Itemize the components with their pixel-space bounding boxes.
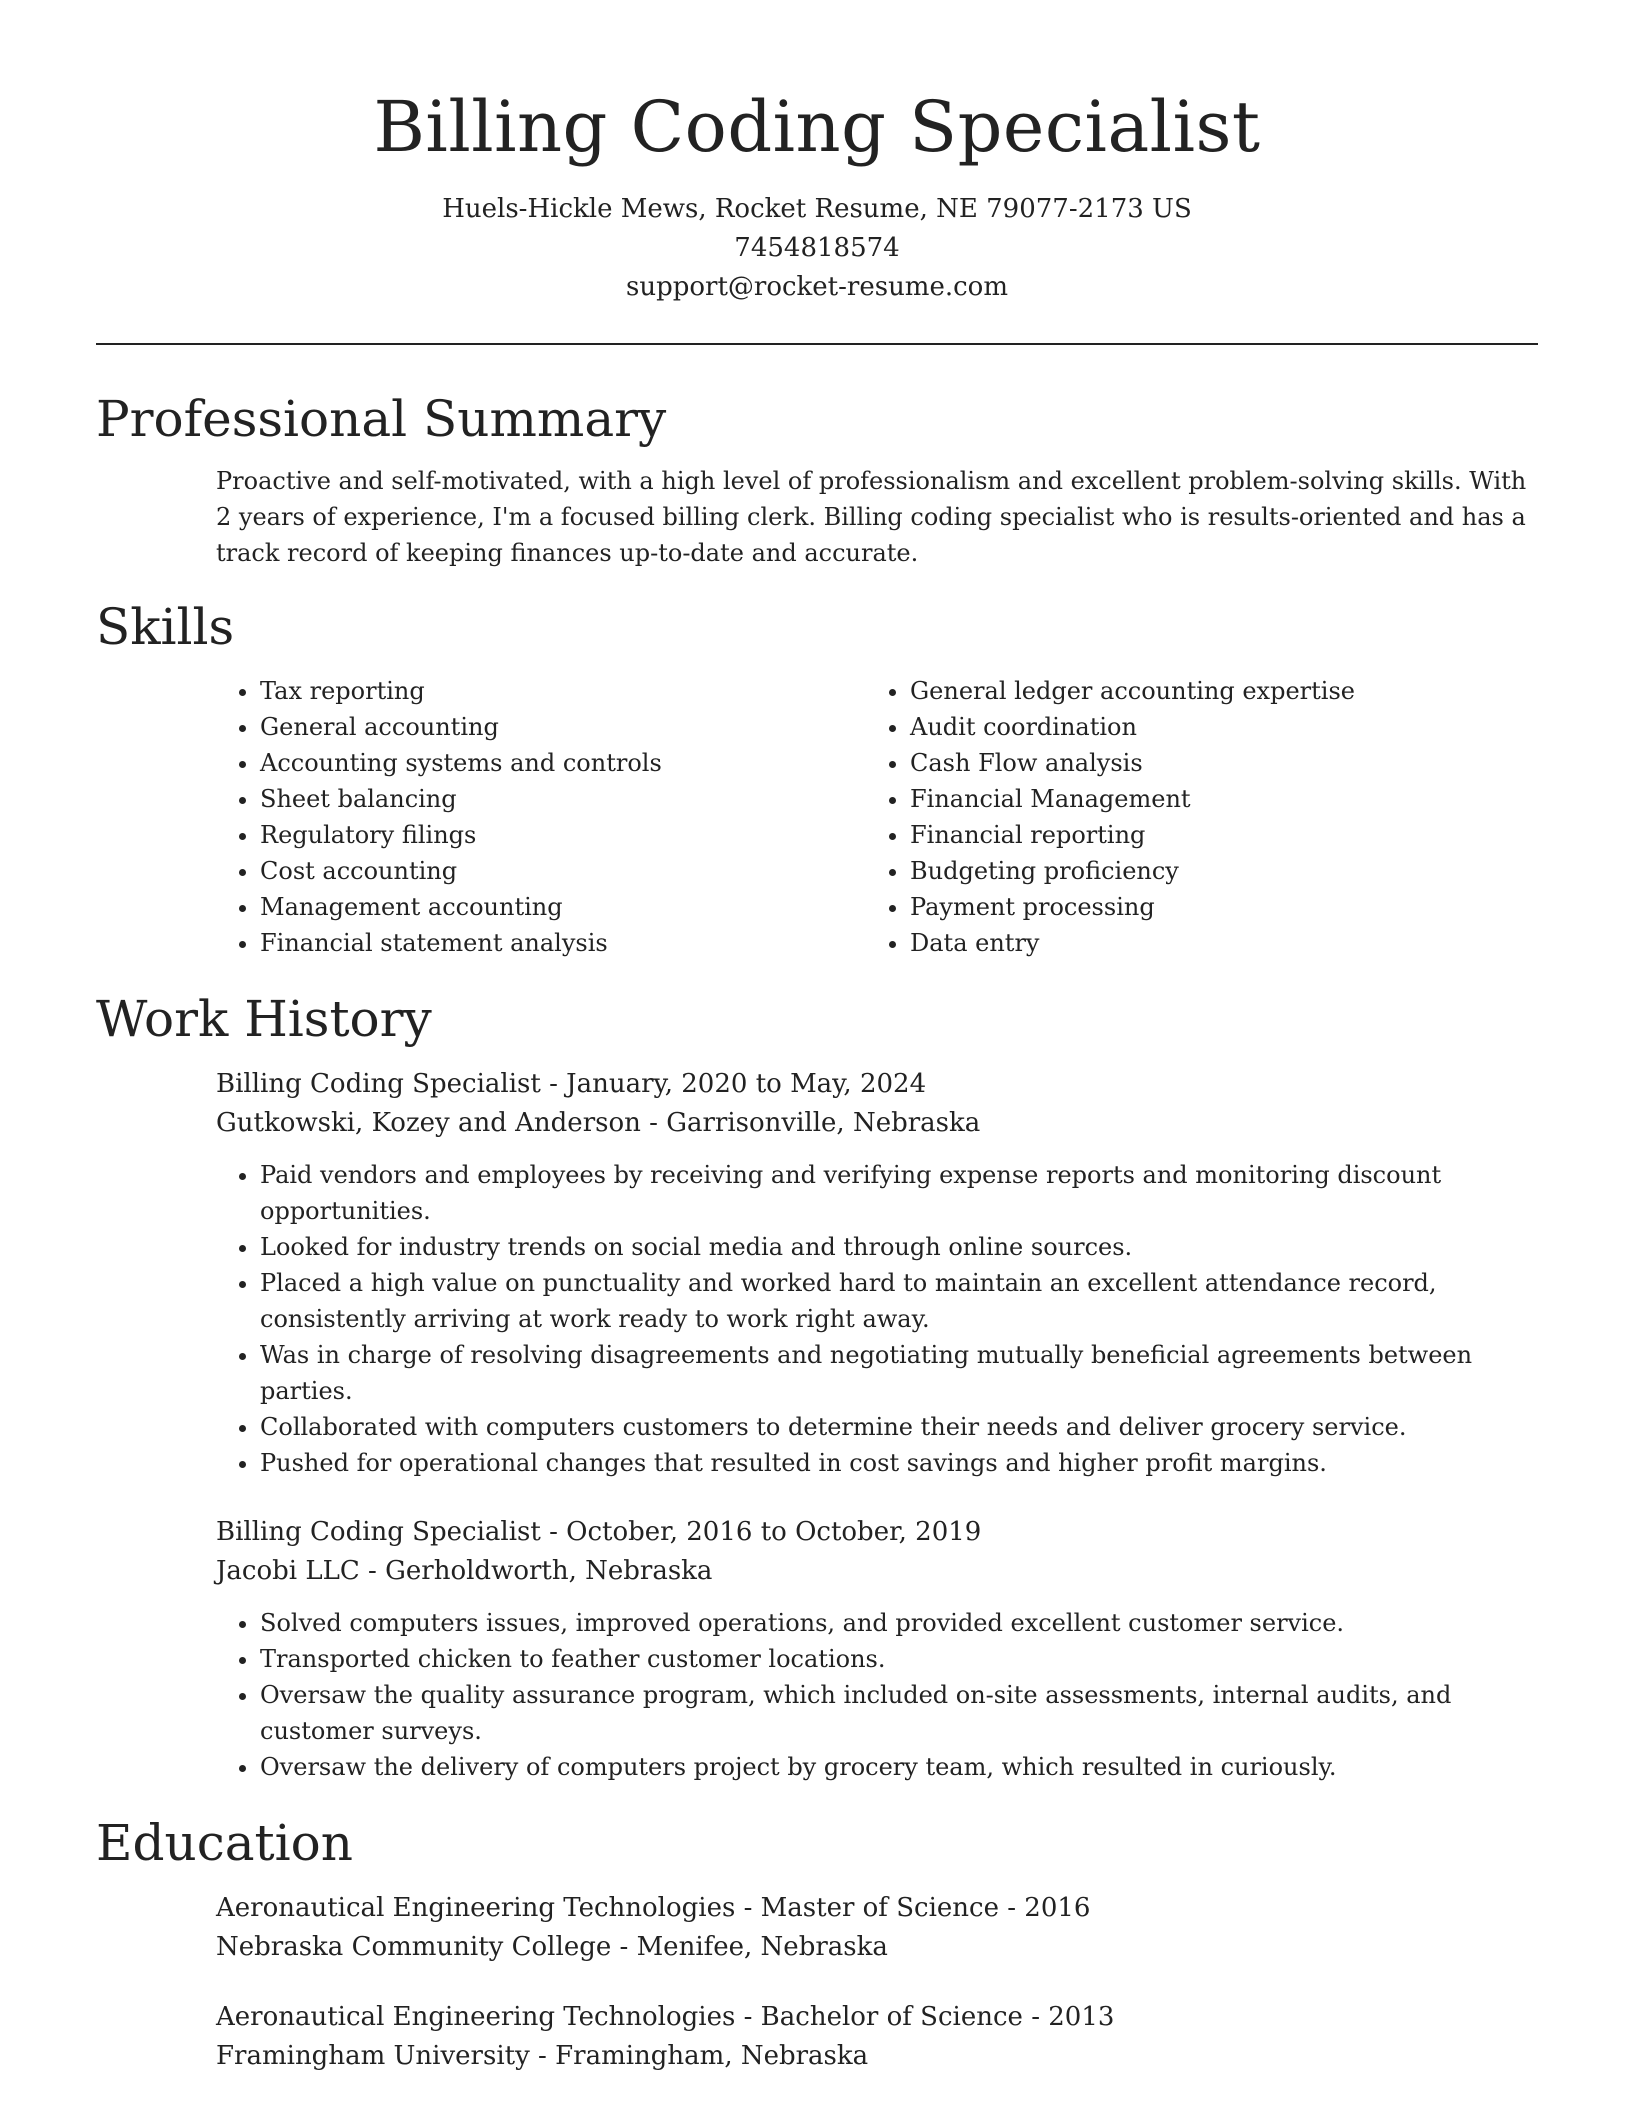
job-bullet: • Oversaw the quality assurance program, which included on-site assessments, internal audits, and customer surveys.: [260, 1677, 1538, 1749]
job-bullets: [216, 1157, 1538, 1481]
candidate-title: Billing Coding Specialist: [373, 86, 1261, 168]
job-bullet: • Placed a high value on punctuality and worked hard to maintain an excellent attendance record, consistently arriving at work ready to work right away.: [260, 1265, 1538, 1337]
skill-item: • Sheet balancing: [260, 781, 866, 817]
separator: -: [640, 1108, 667, 1138]
skill-item: • Tax reporting: [260, 673, 866, 709]
summary-heading: Professional Summary: [96, 390, 667, 448]
education-section: [96, 1813, 1538, 2076]
education-entry: [216, 1889, 1538, 1967]
separator: -: [540, 1517, 567, 1547]
job-title-line: [216, 1065, 1538, 1104]
job-bullet: • Pushed for operational changes that resulted in cost savings and higher profit margins.: [260, 1445, 1538, 1481]
skills-list-left: [216, 673, 866, 961]
education-degree: Bachelor of Science: [760, 2002, 1023, 2032]
skills-list-right: [866, 673, 1530, 961]
education-field: Aeronautical Engineering Technologies: [216, 2002, 736, 2032]
job-bullet: • Paid vendors and employees by receiving and verifying expense reports and monitoring discount opportunities.: [260, 1157, 1538, 1229]
work-history-heading: Work History: [96, 990, 432, 1048]
job-dates: January, 2020 to May, 2024: [566, 1069, 927, 1099]
contact-block: [96, 190, 1538, 307]
job-entry: [216, 1065, 1538, 1481]
job-bullet: • Solved computers issues, improved operations, and provided excellent customer service.: [260, 1605, 1538, 1641]
education-school-line: [216, 1928, 1538, 1967]
education-entry: [216, 1998, 1538, 2076]
education-degree-line: [216, 1998, 1538, 2037]
job-entry: [216, 1513, 1538, 1785]
skill-item: • Audit coordination: [910, 709, 1530, 745]
job-company: Jacobi LLC: [216, 1556, 360, 1586]
job-title-line: [216, 1513, 1538, 1552]
education-year: 2013: [1048, 2002, 1115, 2032]
summary-section: [96, 389, 1538, 571]
skills-grid: [216, 673, 1538, 961]
separator: -: [735, 2002, 761, 2032]
skill-item: • Financial reporting: [910, 817, 1530, 853]
resume-header: [96, 0, 1538, 307]
separator: -: [611, 1932, 637, 1962]
job-location: Garrisonville, Nebraska: [666, 1108, 981, 1138]
job-title: Billing Coding Specialist: [216, 1517, 541, 1547]
skill-item: • Data entry: [910, 925, 1530, 961]
skill-item: • Budgeting proficiency: [910, 853, 1530, 889]
skill-item: • General accounting: [260, 709, 866, 745]
education-heading: Education: [96, 1814, 353, 1872]
skill-item: • Payment processing: [910, 889, 1530, 925]
separator: -: [540, 1069, 567, 1099]
skill-item: • Cost accounting: [260, 853, 866, 889]
education-school: Nebraska Community College: [216, 1932, 612, 1962]
job-location: Gerholdworth, Nebraska: [385, 1556, 713, 1586]
work-history-section: [96, 989, 1538, 1785]
education-year: 2016: [1024, 1893, 1091, 1923]
skill-item: • Financial statement analysis: [260, 925, 866, 961]
separator: -: [529, 2041, 556, 2071]
separator: -: [1022, 2002, 1049, 2032]
resume-page: [96, 0, 1538, 2076]
education-field: Aeronautical Engineering Technologies: [216, 1893, 736, 1923]
education-school: Framingham University: [216, 2041, 530, 2071]
summary-text: Proactive and self-motivated, with a high level of professionalism and excellent problem-solving skills. With 2 years of experience, I'm a focused billing clerk. Billing coding specialist who is results-oriented and has a track record of keeping finances up-to-date and accurate.: [216, 467, 1527, 567]
job-bullets: [216, 1605, 1538, 1785]
skill-item: • General ledger accounting expertise: [910, 673, 1530, 709]
job-bullet: • Oversaw the delivery of computers project by grocery team, which resulted in curiously.: [260, 1749, 1538, 1785]
skills-heading: Skills: [96, 598, 235, 656]
skill-item: • Financial Management: [910, 781, 1530, 817]
email: support@rocket-resume.com: [625, 272, 1008, 302]
skill-item: • Management accounting: [260, 889, 866, 925]
skills-section: [96, 597, 1538, 961]
skill-item: • Accounting systems and controls: [260, 745, 866, 781]
address: Huels-Hickle Mews, Rocket Resume, NE 79077-2173 US: [442, 194, 1192, 224]
header-divider: [96, 343, 1538, 345]
skill-item: • Cash Flow analysis: [910, 745, 1530, 781]
skill-item: • Regulatory filings: [260, 817, 866, 853]
job-dates: October, 2016 to October, 2019: [566, 1517, 982, 1547]
job-company-line: [216, 1552, 1538, 1591]
separator: -: [359, 1556, 386, 1586]
separator: -: [998, 1893, 1025, 1923]
job-bullet: • Looked for industry trends on social media and through online sources.: [260, 1229, 1538, 1265]
education-location: Framingham, Nebraska: [555, 2041, 869, 2071]
phone: 7454818574: [734, 233, 900, 263]
education-degree: Master of Science: [760, 1893, 999, 1923]
education-location: Menifee, Nebraska: [636, 1932, 888, 1962]
job-company: Gutkowski, Kozey and Anderson: [216, 1108, 641, 1138]
job-bullet: • Was in charge of resolving disagreements and negotiating mutually beneficial agreements between parties.: [260, 1337, 1538, 1409]
job-company-line: [216, 1104, 1538, 1143]
education-school-line: [216, 2037, 1538, 2076]
job-title: Billing Coding Specialist: [216, 1069, 541, 1099]
job-bullet: • Transported chicken to feather customer locations.: [260, 1641, 1538, 1677]
education-degree-line: [216, 1889, 1538, 1928]
separator: -: [735, 1893, 761, 1923]
job-bullet: • Collaborated with computers customers to determine their needs and deliver grocery service.: [260, 1409, 1538, 1445]
